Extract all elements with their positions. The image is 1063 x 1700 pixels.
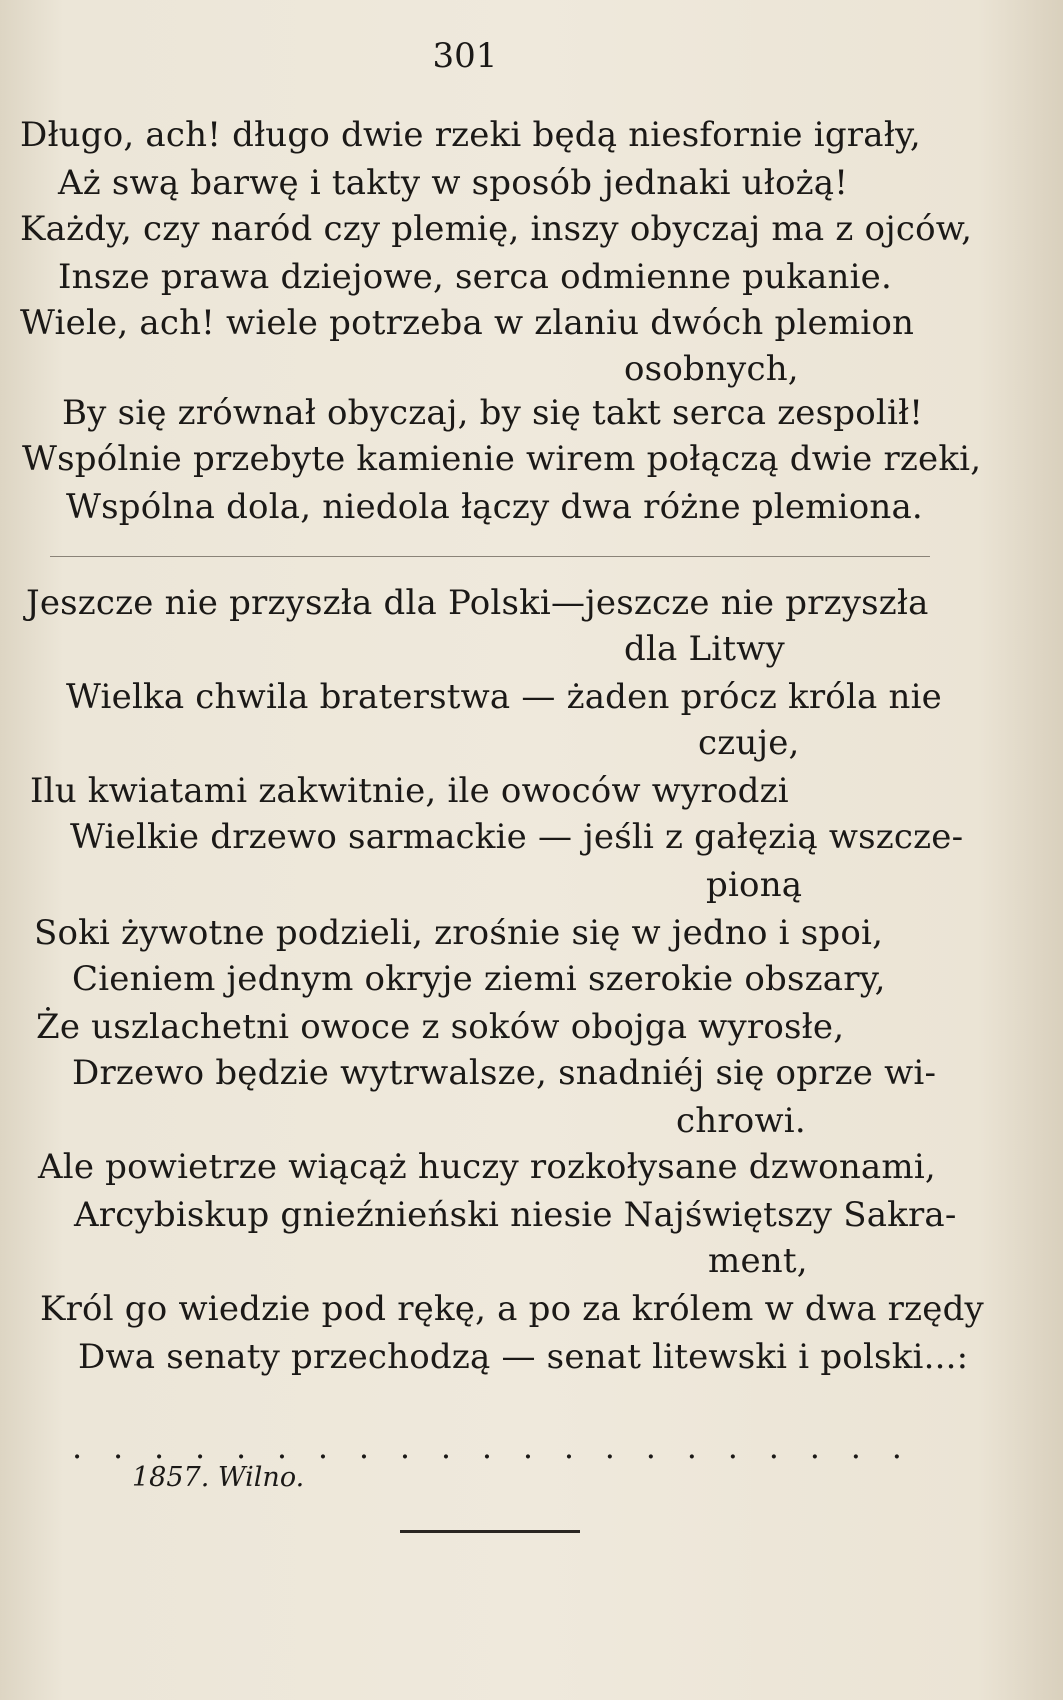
ellipsis-dot: . [563, 1428, 574, 1466]
verse-line: Każdy, czy naród czy plemię, inszy obyczaj ma z ojców, [20, 209, 973, 249]
ellipsis-dot: . [645, 1428, 656, 1466]
verse-line: Arcybiskup gnieźnieński niesie Najświętszy Sakra- [74, 1195, 957, 1235]
dateline: 1857. Wilno. [132, 1462, 305, 1493]
verse-line: By się zrównał obyczaj, by się takt serca zespolił! [62, 393, 924, 433]
verse-line: Król go wiedzie pod rękę, a po za królem w dwa rzędy [40, 1289, 984, 1329]
ellipsis-dot: . [727, 1428, 738, 1466]
ellipsis-dot: . [481, 1428, 493, 1466]
verse-line: Ilu kwiatami zakwitnie, ile owoców wyrodzi [30, 771, 789, 811]
verse-line: Aż swą barwę i takty w sposób jednaki ułożą! [58, 163, 849, 203]
section-divider [50, 556, 930, 557]
ellipsis-dot: . [235, 1428, 247, 1466]
verse-line: Długo, ach! długo dwie rzeki będą niesfornie igrały, [20, 115, 921, 155]
page-number: 301 [432, 36, 498, 76]
verse-line: Soki żywotne podzieli, zrośnie się w jedno i spoi, [34, 913, 884, 953]
verse-line: Wiele, ach! wiele potrzeba w zlaniu dwóch plemion [20, 303, 915, 343]
ellipsis-row [72, 1428, 902, 1466]
ellipsis-dot: . [604, 1428, 615, 1466]
ellipsis-dot: . [522, 1428, 533, 1466]
verse-line: Cieniem jednym okryje ziemi szerokie obszary, [72, 959, 886, 999]
verse-line-continuation: czuje, [698, 723, 800, 763]
ellipsis-dot: . [276, 1428, 288, 1466]
verse-line: Dwa senaty przechodzą — senat litewski i polski...: [78, 1337, 969, 1377]
verse-line-continuation: ment, [708, 1241, 808, 1281]
verse-line: Drzewo będzie wytrwalsze, snadniéj się oprze wi- [72, 1053, 937, 1093]
verse-line-continuation: dla Litwy [624, 629, 785, 669]
ellipsis-dot: . [686, 1428, 697, 1466]
ellipsis-dot: . [194, 1428, 206, 1466]
verse-line: Insze prawa dziejowe, serca odmienne pukanie. [58, 257, 892, 297]
ellipsis-dot: . [153, 1428, 165, 1466]
ellipsis-dot: . [850, 1428, 861, 1466]
verse-line-continuation: pioną [706, 865, 803, 905]
verse-line: Że uszlachetni owoce z soków obojga wyrosłe, [36, 1007, 845, 1047]
verse-line: Wielka chwila braterstwa — żaden prócz króla nie [66, 677, 942, 717]
verse-line-continuation: chrowi. [676, 1101, 806, 1141]
ellipsis-dot: . [399, 1428, 411, 1466]
ellipsis-dot: . [768, 1428, 779, 1466]
ellipsis-dot: . [317, 1428, 329, 1466]
ellipsis-dot: . [891, 1428, 902, 1466]
verse-line: Wspólnie przebyte kamienie wirem połączą dwie rzeki, [22, 439, 982, 479]
end-rule [400, 1530, 580, 1533]
verse-line: Jeszcze nie przyszła dla Polski—jeszcze nie przyszła [26, 583, 929, 623]
verse-line: Wspólna dola, niedola łączy dwa różne plemiona. [66, 487, 923, 527]
ellipsis-dot: . [112, 1428, 124, 1466]
ellipsis-dot: . [358, 1428, 370, 1466]
ellipsis-dot: . [809, 1428, 820, 1466]
verse-line: Wielkie drzewo sarmackie — jeśli z gałęzią wszcze- [70, 817, 964, 857]
ellipsis-dot: . [72, 1428, 83, 1466]
verse-line: Ale powietrze wiącąż huczy rozkołysane dzwonami, [38, 1147, 936, 1187]
verse-line-continuation: osobnych, [624, 349, 799, 389]
ellipsis-dot: . [440, 1428, 452, 1466]
